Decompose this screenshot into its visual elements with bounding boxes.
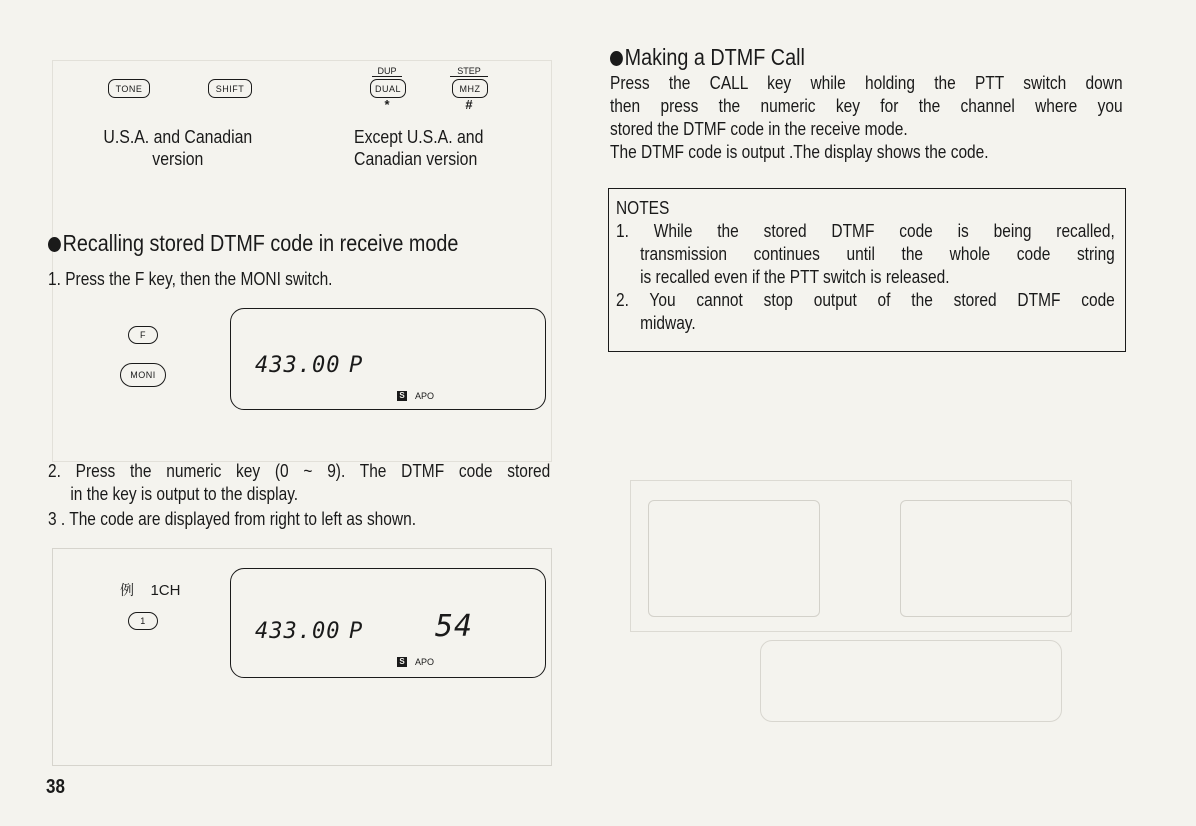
lcd-display-2 xyxy=(230,568,546,678)
bullet-icon xyxy=(48,237,61,252)
note1-line3: is recalled even if the PTT switch is released. xyxy=(640,267,950,287)
recall-step2-line1: 2. Press the numeric key (0 ~ 9). The DTMF code stored xyxy=(48,461,551,481)
shift-key-icon: SHIFT xyxy=(208,79,252,98)
recall-step2-line2: in the key is output to the display. xyxy=(70,484,299,504)
dual-key-icon: DUAL xyxy=(370,79,406,98)
moni-key-icon: MONI xyxy=(120,363,166,387)
one-key-icon: 1 xyxy=(128,612,158,630)
caption-ex-line2: Canadian version xyxy=(354,149,478,169)
recall-step2 xyxy=(48,460,550,506)
recall-step3: 3 . The code are displayed from right to left as shown. xyxy=(48,509,416,529)
page-number: 38 xyxy=(46,776,65,798)
dup-label: DUP xyxy=(372,66,402,77)
note1-line2: transmission continues until the whole code string xyxy=(640,244,1115,264)
caption-us-version xyxy=(96,126,260,170)
mhz-key-icon: MHZ xyxy=(452,79,488,98)
making-paragraph xyxy=(610,72,1123,164)
recall-heading-text: Recalling stored DTMF code in receive mode xyxy=(62,230,459,256)
lcd2-status xyxy=(397,657,434,667)
example-channel: 1CH xyxy=(150,582,181,599)
asterisk-label: * xyxy=(384,97,390,112)
step-label: STEP xyxy=(450,66,488,77)
lcd2-frequency: 433.00 xyxy=(255,619,341,644)
lcd2-flag-icon: S xyxy=(397,657,407,667)
lcd2-apo-label: APO xyxy=(415,657,435,667)
lcd1-apo-label: APO xyxy=(415,391,435,401)
note2-line2: midway. xyxy=(640,313,696,333)
note2-line1: 2. You cannot stop output of the stored DTMF code xyxy=(616,290,1115,310)
making-line4: The DTMF code is output .The display shows the code. xyxy=(610,142,989,162)
making-line3: stored the DTMF code in the receive mode. xyxy=(610,119,908,139)
example-label xyxy=(120,580,180,600)
caption-except-version xyxy=(354,126,495,170)
notes-content xyxy=(616,197,1115,335)
making-line1: Press the CALL key while holding the PTT switch down xyxy=(610,73,1123,93)
recall-step1: 1. Press the F key, then the MONI switch. xyxy=(48,269,333,289)
ghost-keypad-right xyxy=(900,500,1072,617)
tone-key-icon: TONE xyxy=(108,79,150,98)
lcd-display-1 xyxy=(230,308,546,410)
caption-us-line2: version xyxy=(152,149,204,169)
ghost-keypad-left xyxy=(648,500,820,617)
ghost-lcd-right xyxy=(760,640,1062,722)
note1-line1: 1. While the stored DTMF code is being recalled, xyxy=(616,221,1115,241)
hash-label: # xyxy=(465,97,473,112)
making-heading xyxy=(610,44,805,71)
example-mark: 例 xyxy=(120,583,134,599)
lcd2-mode: P xyxy=(349,619,364,644)
making-heading-text: Making a DTMF Call xyxy=(624,44,805,70)
f-key-icon: F xyxy=(128,326,158,344)
recall-heading xyxy=(48,230,458,257)
bullet-icon xyxy=(610,51,623,66)
lcd1-status xyxy=(397,391,434,401)
lcd1-flag-icon: S xyxy=(397,391,407,401)
lcd1-mode: P xyxy=(349,353,364,378)
notes-title: NOTES xyxy=(616,198,670,218)
lcd2-dtmf-code: 54 xyxy=(435,609,474,644)
ghost-box-right xyxy=(630,480,1072,632)
making-line2: then press the numeric key for the channel where you xyxy=(610,96,1123,116)
lcd1-frequency: 433.00 xyxy=(255,353,341,378)
caption-ex-line1: Except U.S.A. and xyxy=(354,127,484,147)
caption-us-line1: U.S.A. and Canadian xyxy=(103,127,253,147)
